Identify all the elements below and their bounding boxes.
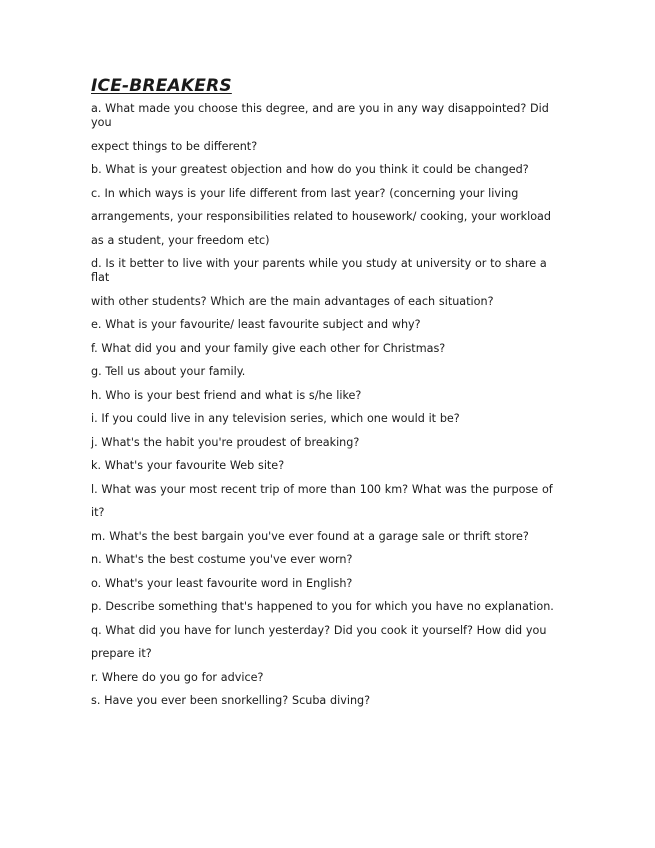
text-line: b. What is your greatest objection and how do you think it could be changed? [91, 163, 529, 176]
document-title: ICE-BREAKERS [91, 76, 232, 96]
text-line: a. What made you choose this degree, and are you in any way disappointed? Did you [91, 102, 549, 129]
text-line: s. Have you ever been snorkelling? Scuba diving? [91, 694, 371, 707]
text-line: l. What was your most recent trip of more than 100 km? What was the purpose of [91, 482, 553, 496]
text-line: p. Describe something that's happened to you for which you have no explanation. [91, 600, 554, 613]
text-line: expect things to be different? [91, 139, 258, 153]
text-line: c. In which ways is your life different from last year? (concerning your living [91, 186, 519, 200]
text-line: o. What's your least favourite word in English? [91, 576, 353, 590]
text-line: m. What's the best bargain you've ever found at a garage sale or thrift store? [91, 529, 529, 543]
text-line: d. Is it better to live with your parents while you study at university or to share a flat [91, 257, 547, 284]
text-line: it? [91, 506, 105, 519]
document-page [91, 76, 563, 718]
text-line: n. What's the best costume you've ever worn? [91, 553, 353, 566]
text-line: j. What's the habit you're proudest of breaking? [91, 435, 360, 449]
text-line: as a student, your freedom etc) [91, 233, 270, 247]
text-line: g. Tell us about your family. [91, 365, 246, 378]
text-line: e. What is your favourite/ least favourite subject and why? [91, 318, 421, 331]
text-line: i. If you could live in any television series, which one would it be? [91, 412, 460, 425]
text-line: k. What's your favourite Web site? [91, 459, 285, 472]
text-line: with other students? Which are the main advantages of each situation? [91, 294, 494, 308]
text-line: prepare it? [91, 647, 152, 660]
text-line: r. Where do you go for advice? [91, 670, 264, 684]
text-line: arrangements, your responsibilities related to housework/ cooking, your workload [91, 210, 552, 223]
text-line: h. Who is your best friend and what is s/he like? [91, 388, 362, 402]
text-line: f. What did you and your family give each other for Christmas? [91, 341, 446, 355]
text-line: q. What did you have for lunch yesterday? Did you cook it yourself? How did you [91, 623, 547, 637]
question-list [91, 102, 563, 708]
